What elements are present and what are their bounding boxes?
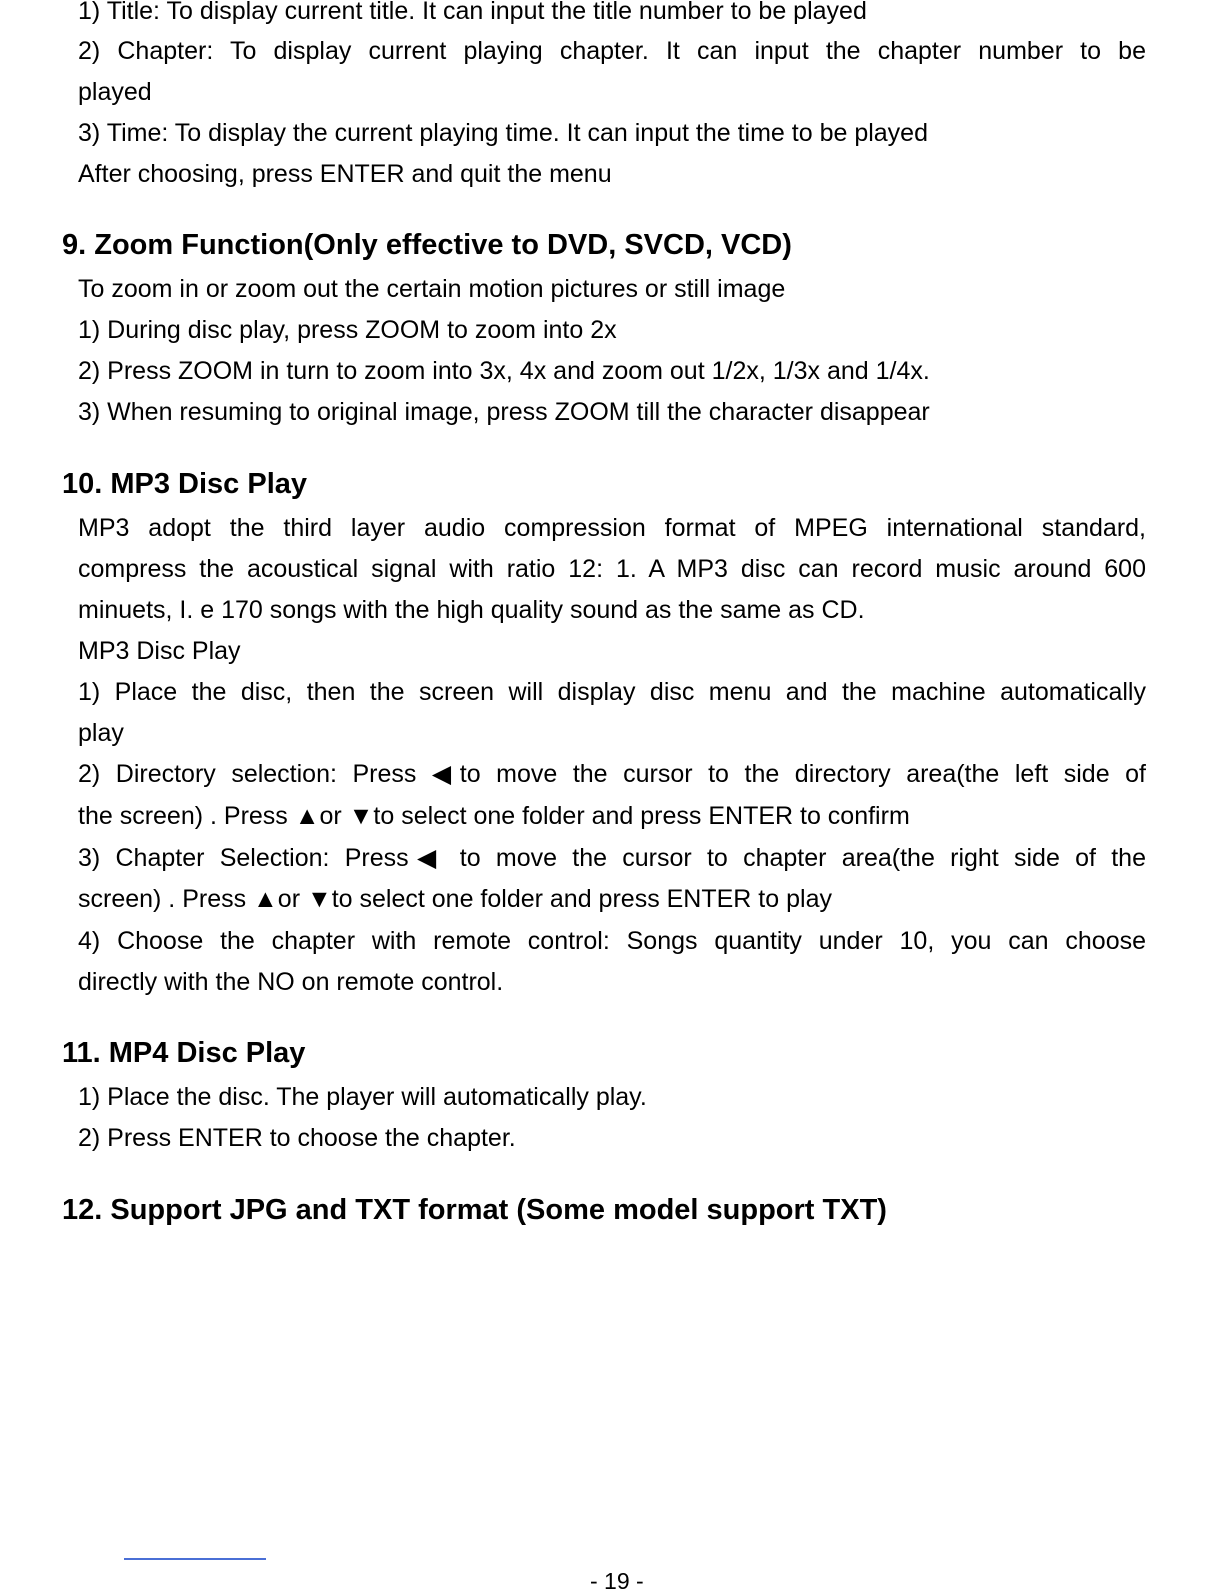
- footer-rule: [124, 1558, 266, 1560]
- section-10-subheading: MP3 Disc Play: [78, 637, 241, 665]
- section-9-line-1: 1) During disc play, press ZOOM to zoom into 2x: [78, 316, 617, 344]
- section-10-step-3: 3) Chapter Selection: Press◀ to move the cursor to chapter area(the right side of the: [78, 844, 1146, 872]
- section-11-step-1: 1) Place the disc. The player will automatically play.: [78, 1083, 647, 1111]
- intro-line-title: 1) Title: To display current title. It can input the title number to be played: [78, 0, 867, 25]
- section-10-step-1-cont: play: [78, 719, 124, 747]
- section-9-line-2: 2) Press ZOOM in turn to zoom into 3x, 4x and zoom out 1/2x, 1/3x and 1/4x.: [78, 357, 930, 385]
- section-9-line-intro: To zoom in or zoom out the certain motion pictures or still image: [78, 275, 786, 303]
- section-10-step-4: 4) Choose the chapter with remote control: Songs quantity under 10, you can choose: [78, 927, 1146, 955]
- section-11-heading: 11. MP4 Disc Play: [62, 1037, 306, 1069]
- section-9-line-3: 3) When resuming to original image, press ZOOM till the character disappear: [78, 398, 930, 426]
- intro-line-after: After choosing, press ENTER and quit the menu: [78, 160, 612, 188]
- intro-line-chapter-cont: played: [78, 78, 152, 106]
- section-12-heading: 12. Support JPG and TXT format (Some model support TXT): [62, 1194, 887, 1226]
- section-9-heading: 9. Zoom Function(Only effective to DVD, SVCD, VCD): [62, 229, 792, 261]
- section-11-step-2: 2) Press ENTER to choose the chapter.: [78, 1124, 516, 1152]
- page-number: - 19 -: [590, 1568, 644, 1594]
- section-10-step-2-cont: the screen) . Press ▲or ▼to select one folder and press ENTER to confirm: [78, 802, 910, 830]
- section-10-line-3: minuets, I. e 170 songs with the high quality sound as the same as CD.: [78, 596, 865, 624]
- section-10-line-1: MP3 adopt the third layer audio compression format of MPEG international standard,: [78, 514, 1146, 542]
- section-10-step-2: 2) Directory selection: Press ◀to move the cursor to the directory area(the left side of: [78, 760, 1146, 788]
- section-10-line-2: compress the acoustical signal with ratio 12: 1. A MP3 disc can record music around 600: [78, 555, 1146, 583]
- intro-line-chapter: 2) Chapter: To display current playing chapter. It can input the chapter number to be: [78, 37, 1146, 65]
- section-10-step-4-cont: directly with the NO on remote control.: [78, 968, 504, 996]
- section-10-step-3-cont: screen) . Press ▲or ▼to select one folder and press ENTER to play: [78, 885, 832, 913]
- intro-line-time: 3) Time: To display the current playing time. It can input the time to be played: [78, 119, 928, 147]
- section-10-heading: 10. MP3 Disc Play: [62, 468, 308, 500]
- section-10-step-1: 1) Place the disc, then the screen will display disc menu and the machine automatically: [78, 678, 1146, 706]
